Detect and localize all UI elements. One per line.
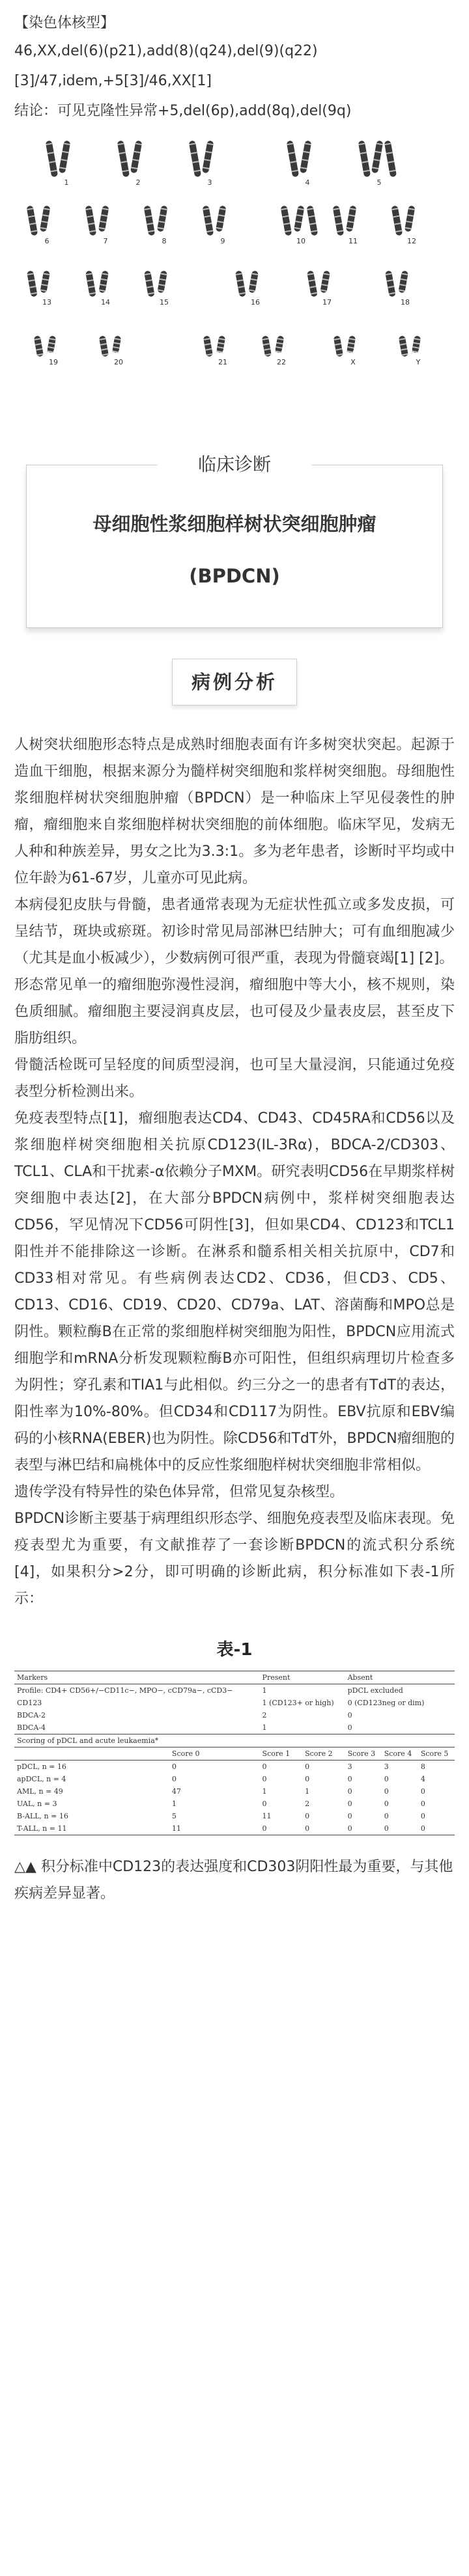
table-cell: 0 [260,1822,303,1835]
table-cell: T-ALL, n = 11 [14,1822,169,1835]
table-cell: 2 [305,1800,310,1808]
table-cell: 0 [345,1721,455,1734]
chromosome-pair [386,204,438,246]
table-cell: 0 [262,1800,267,1808]
chromosome-pair [79,269,132,307]
chromosome-icon [24,204,70,237]
karyotype-conclusion: 结论：可见克隆性异常+5,del(6p),add(8q),del(9q) [14,103,352,119]
table-cell: apDCL, n = 4 [17,1775,66,1783]
chromosome-pair [275,204,327,246]
chromosome-label: 2 [135,178,141,187]
karyotype-heading: 【染色体核型】 [14,15,115,31]
chromosome-label: 10 [296,237,306,245]
table-row [14,1773,455,1785]
diagnosis-subtitle: (BPDCN) [189,565,280,587]
chromosome-icon [31,335,76,358]
table-cell: pDCL, n = 16 [17,1762,66,1771]
table-cell: 1 [262,1686,267,1695]
table-cell: 1 (CD123+ or high) [262,1699,334,1707]
table-cell: 0 [305,1775,310,1783]
table-row [14,1761,455,1774]
chromosome-icon [200,204,246,237]
paragraph: 遗传学没有特异性的染色体异常，但常见复杂核型。 [14,1484,345,1500]
table-cell: 0 (CD123neg or dim) [347,1699,425,1707]
table-cell: 1 [305,1787,310,1796]
case-analysis-heading: 病例分析 [172,659,297,706]
chromosome-label: 13 [42,298,51,307]
chromosome-icon [200,335,246,358]
chromosome-pair [281,139,334,187]
diagnosis-box [26,465,443,628]
chromosome-label: 12 [407,237,416,245]
karyotype-line-2: [3]/47,idem,+5[3]/46,XX[1] [14,73,212,89]
chromosome-label: 22 [277,358,286,366]
chromosome-label: 15 [160,298,169,307]
table-cell: 1 [262,1787,267,1796]
paragraph: BPDCN诊断主要基于病理组织形态学、细胞免疫表型及临床表现。免疫表型尤为重要，有文献推荐了一套诊断BPDCN的流式积分系统[4]，如果积分>2分，即可明确的诊断此病，积分标准如下表-1所示： [14,1511,455,1607]
table-cell: 0 [347,1775,352,1783]
chromosome-icon [330,204,376,237]
table-cell: 0 [420,1787,425,1796]
chromosome-label: 3 [207,178,212,187]
table-header-cell: Score 2 [302,1747,345,1761]
table-cell: 11 [262,1812,272,1820]
table-cell: 0 [262,1762,267,1771]
table-cell: 0 [347,1800,352,1808]
table-row [14,1822,455,1835]
chromosome-pair [327,335,379,367]
karyotype-line-1: 46,XX,del(6)(p21),add(8)(q24),del(9)(q22) [14,43,318,59]
table-header-cell: Score 0 [169,1747,260,1761]
chromosome-icon [187,139,233,178]
chromosome-icon [83,269,128,298]
table-cell: 0 [347,1812,352,1820]
chromosome-pair [197,204,249,246]
table-row [14,1697,455,1709]
table-cell: 4 [420,1775,425,1783]
chromosome-icon [233,269,278,298]
chromosome-icon [382,269,428,298]
chromosome-pair [353,139,405,187]
table-cell: 3 [384,1762,389,1771]
chromosome-icon [96,335,141,358]
table-row [14,1798,455,1810]
chromosome-pair [197,335,249,367]
table-cell: 0 [384,1775,389,1783]
chromosome-pair [21,204,73,246]
table-cell: 11 [169,1822,260,1835]
table-cell: 0 [382,1822,418,1835]
paragraph: 本病侵犯皮肤与骨髓，患者通常表现为无症状性孤立或多发皮损，可呈结节，斑块或瘀斑。初诊时常见局部淋巴结肿大；可有血细胞减少（尤其是血小板减少），少数病例可很严重，表现为骨髓衰竭[1] [2]。 [14,897,455,966]
case-analysis-section [14,647,455,732]
diagnosis-tab: 临床诊断 [186,452,283,478]
chromosome-pair [379,269,431,307]
chromosome-icon [44,139,89,178]
chromosome-label: 7 [103,237,108,245]
chromosome-label: 18 [401,298,410,307]
chromosome-pair [392,335,444,367]
diagnosis-title: 母细胞性浆细胞样树状突细胞肿瘤 [92,513,377,535]
chromosome-pair [327,204,379,246]
chromosome-pair [229,269,281,307]
table-cell: 0 [384,1787,389,1796]
chromosome-pair [92,335,145,367]
chromosome-label: 8 [162,237,167,245]
table-header-cell: Present [260,1671,345,1684]
table-header-cell: Score 4 [382,1747,418,1761]
chromosome-icon [356,139,402,178]
chromosome-pair [301,269,353,307]
table-cell: 1 [260,1721,345,1734]
table-cell: 0 [420,1800,425,1808]
table-row [14,1684,455,1697]
chromosome-icon [259,335,304,358]
chromosome-icon [278,204,324,237]
table-cell: 0 [302,1822,345,1835]
table-cell: 5 [171,1812,177,1820]
table-header-row [14,1671,455,1684]
table-row [14,1709,455,1721]
chromosome-label: 21 [218,358,227,366]
chromosome-icon [83,204,128,237]
table-cell: 0 [418,1822,455,1835]
table-cell: 3 [347,1762,352,1771]
table-cell: UAL, n = 3 [17,1800,57,1808]
chromosome-pair [27,335,79,367]
table-cell: 0 [171,1775,177,1783]
case-analysis-body [14,732,455,1612]
table-cell: 0 [262,1775,267,1783]
chromosome-pair [21,269,73,307]
table-cell: 0 [384,1800,389,1808]
chromosome-label: Y [416,358,421,366]
paragraph: 人树突状细胞形态特点是成熟时细胞表面有许多树突状突起。起源于造血干细胞，根据来源分为髓样树突细胞和浆样树突细胞。母细胞性浆细胞样树状突细胞肿瘤（BPDCN）是一种临床上罕见侵袭性的肿瘤，瘤细胞来自浆细胞样树状突细胞的前体细胞。临床罕见，发病无人种和种族差异，男女之比为3.3:1。多为老年患者，诊断时平均或中位年龄为61-67岁，儿童亦可见此病。 [14,737,455,886]
table-row [14,1721,455,1734]
table-cell: CD123 [17,1699,42,1707]
chromosome-icon [389,204,434,237]
chromosome-icon [395,335,441,358]
table-cell: 0 [347,1711,352,1720]
table-row [14,1810,455,1822]
scoring-table [14,1671,455,1835]
table-header-cell: Markers [14,1671,260,1684]
chromosome-icon [115,139,161,178]
chromosome-icon [304,269,350,298]
table-cell: 0 [305,1762,310,1771]
table-cell: 8 [420,1762,425,1771]
chromosome-icon [141,269,187,298]
chromosome-label: 16 [251,298,260,307]
chromosome-icon [24,269,70,298]
table-header-cell: Score 5 [418,1747,455,1761]
chromosome-icon [285,139,330,178]
table-cell: pDCL excluded [347,1686,403,1695]
table-caption: △▲ 积分标准中CD123的表达强度和CD303阴阳性最为重要，与其他疾病差异显著。 [14,1859,453,1902]
chromosome-label: 17 [322,298,332,307]
table-cell: 47 [171,1787,181,1796]
table-cell: 0 [171,1762,177,1771]
chromosome-pair [40,139,92,187]
table-cell: 0 [305,1812,310,1820]
table-header-cell: Score 1 [260,1747,303,1761]
karyogram [14,139,455,439]
chromosome-label: 5 [377,178,382,187]
chromosome-pair [138,269,190,307]
table-header-row [14,1747,455,1761]
chromosome-label: 14 [101,298,110,307]
table-header-cell: Absent [345,1671,455,1684]
table-cell: 2 [262,1711,267,1720]
paragraph: 形态常见单一的瘤细胞弥漫性浸润，瘤细胞中等大小，核不规则，染色质细腻。瘤细胞主要浸润真皮层，也可侵及少量表皮层，甚至皮下脂肪组织。 [14,977,455,1047]
chromosome-icon [141,204,187,237]
chromosome-label: 6 [44,237,50,245]
paragraph: 骨髓活检既可呈轻度的间质型浸润，也可呈大量浸润，只能通过免疫表型分析检测出来。 [14,1057,455,1100]
chromosome-pair [79,204,132,246]
table-header-cell: Score 3 [345,1747,382,1761]
table-cell: Profile: CD4+ CD56+/−CD11c−, MPO−, cCD79a−, cCD3− [17,1686,233,1695]
scoring-caption: Scoring of pDCL and acute leukaemia* [14,1734,455,1747]
chromosome-pair [184,139,236,187]
score-rows [14,1761,455,1835]
chromosome-icon [330,335,376,358]
table-row [14,1734,455,1747]
table-header-cell [14,1747,169,1761]
chromosome-label: X [350,358,356,366]
paragraph: 免疫表型特点[1]，瘤细胞表达CD4、CD43、CD45RA和CD56以及浆细胞样树突细胞相关抗原CD123(IL-3Rα)，BDCA-2/CD303、TCL1、CLA和干扰素-α依赖分子MXM。研究表明CD56在早期浆样树突细胞中表达[2]，在大部分BPDCN病例中，浆样树突细胞表达CD56，罕见情况下CD56可阴性[3]，但如果CD4、CD123和TCL1阳性并不能排除这一诊断。在淋系和髓系相关相关抗原中，CD7和CD33相对常见。有些病例表达CD2、CD36，但CD3、CD5、CD13、CD16、CD19、CD20、CD79a、LAT、溶菌酶和MPO总是阴性。颗粒酶B在正常的浆细胞样树突细胞为阳性，BPDCN应用流式细胞学和mRNA分析发现颗粒酶B亦可阳性，但组织病理切片检查多为阴性；穿孔素和TIA1与此相似。约三分之一的患者有TdT的表达，阳性率为10%-80%。但CD34和CD117为阴性。EBV抗原和EBV编码的小核RNA(EBER)也为阴性。除CD56和TdT外，BPDCN瘤细胞的表型与淋巴结和扁桃体中的反应性浆细胞样树状突细胞非常相似。 [14,1110,455,1473]
table-cell: B-ALL, n = 16 [17,1812,68,1820]
table-cell: BDCA-4 [14,1721,260,1734]
table-cell: 1 [171,1800,177,1808]
table-cell: 0 [345,1822,382,1835]
table-cell: 0 [347,1787,352,1796]
chromosome-label: 9 [220,237,225,245]
chromosome-label: 20 [114,358,123,366]
chromosome-label: 1 [64,178,69,187]
table-cell: 0 [384,1812,389,1820]
chromosome-label: 19 [49,358,58,366]
table-row [14,1785,455,1798]
chromosome-label: 4 [305,178,310,187]
table-cell: AML, n = 49 [17,1787,63,1796]
chromosome-pair [255,335,307,367]
chromosome-label: 11 [348,237,358,245]
chromosome-pair [112,139,164,187]
diagnosis-card [14,452,455,647]
table-cell: BDCA-2 [17,1711,46,1720]
table-cell: 0 [420,1812,425,1820]
chromosome-pair [138,204,190,246]
table-title: 表-1 [216,1640,253,1660]
